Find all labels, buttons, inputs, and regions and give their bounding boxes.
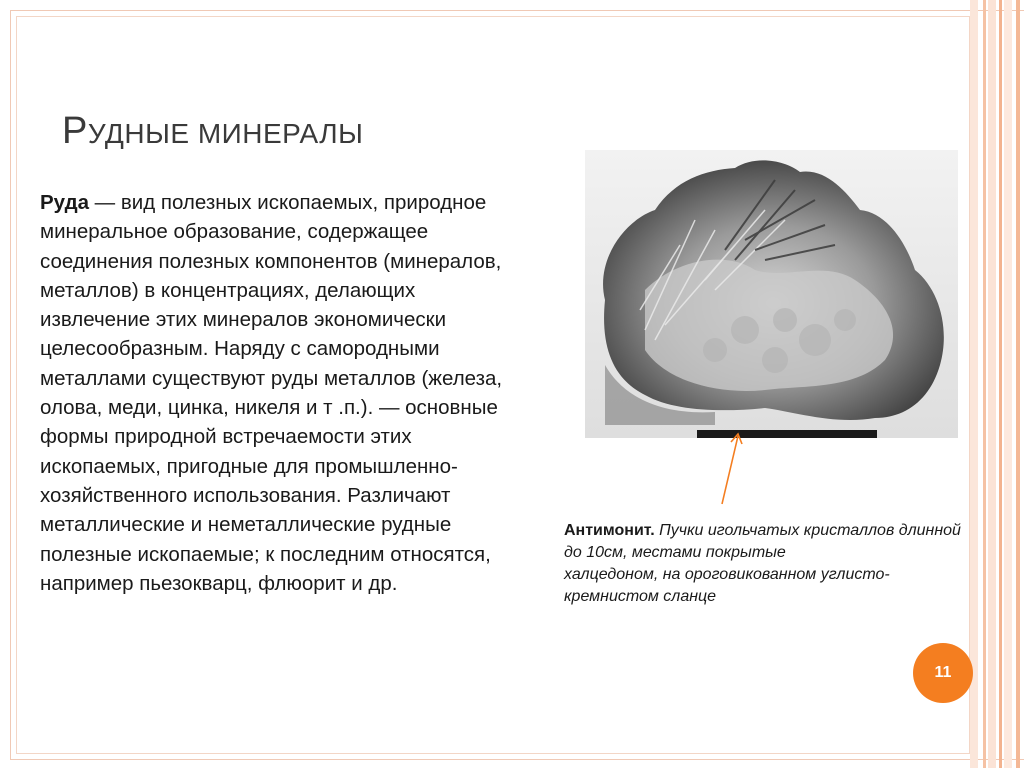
title-first-letter: Р [62,110,88,152]
caption-mineral-name: Антимонит. [564,522,655,539]
body-term: Руда [40,191,89,214]
stripe-1 [970,0,978,768]
body-text: — вид полезных ископаемых, природное минеральное образование, содержащее соединения полезных компонентов (минералов, металлов) в концентрациях, делающих извлечение этих минералов экономически целесообразным. Наряду с самородными металлами существуют руды металлов (железа, олова, меди, цинка, никеля и т .п.). — основные формы природной встречаемости этих ископаемых, пригодные для промышленно-хозяйственного использования. Различают металлические и неметаллические рудные полезные ископаемые; к последним относятся, например пьезокварц, флюорит и др. [40,191,503,595]
title-rest: УДНЫЕ МИНЕРАЛЫ [87,118,364,149]
stripe-2 [983,0,986,768]
slide-title [62,110,562,153]
caption-line-1: Пучки игольчатых кристаллов длинной до 10см, местами покрытые [564,522,961,561]
stripe-6 [1016,0,1020,768]
stripe-4 [999,0,1002,768]
page-number-badge [913,643,973,703]
caption-line-2: халцедоном, на ороговикованном углисто-кремнистом сланце [564,566,890,605]
stripe-3 [988,0,996,768]
arrow-up-icon [710,428,750,508]
body-paragraph [40,188,520,598]
stripe-5 [1004,0,1012,768]
mineral-photo [585,150,958,438]
decorative-stripes [970,0,1024,768]
page-number: 11 [934,664,952,681]
antimonite-image [585,150,958,438]
image-caption [564,520,974,608]
